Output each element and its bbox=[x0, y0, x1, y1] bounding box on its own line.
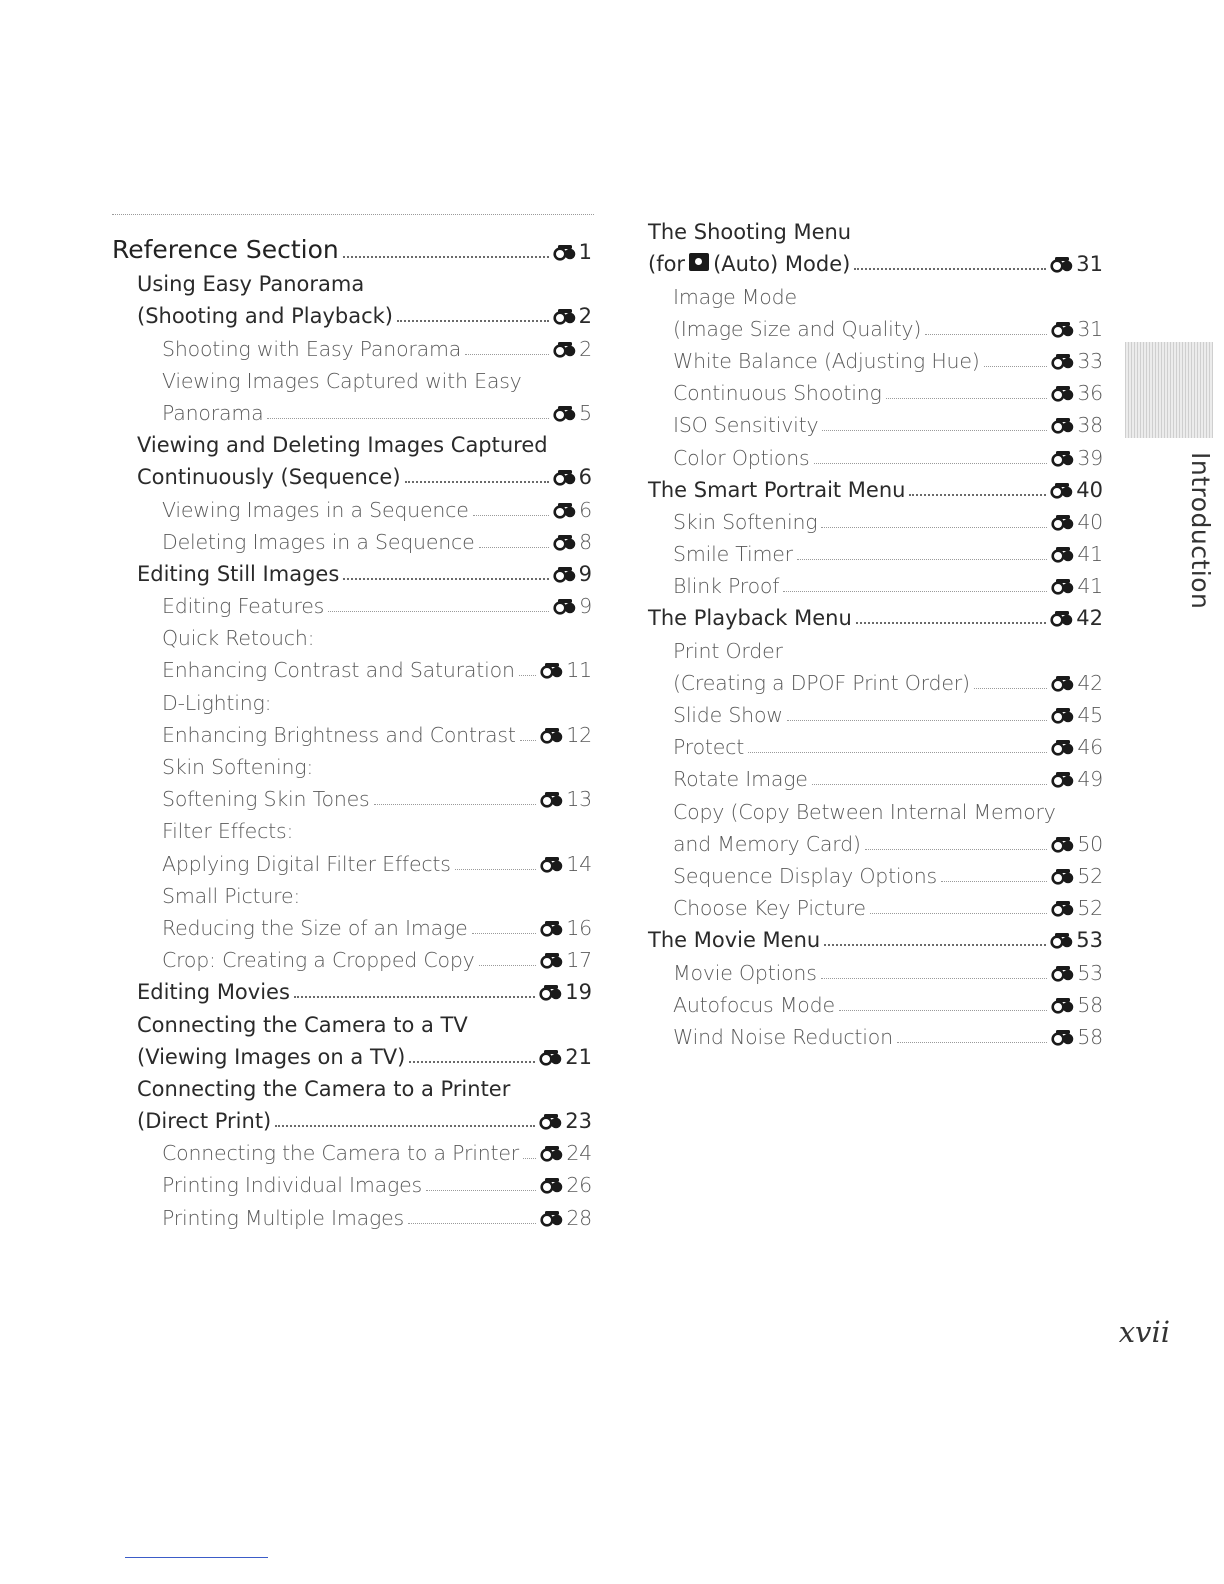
toc-entry[interactable] bbox=[648, 985, 1103, 1017]
page-reference[interactable] bbox=[1051, 317, 1103, 341]
page-reference[interactable] bbox=[1051, 961, 1103, 985]
toc-entry-label: Using Easy Panorama bbox=[137, 272, 365, 297]
page-reference[interactable] bbox=[1051, 413, 1103, 437]
toc-entry bbox=[648, 630, 1103, 662]
toc-entry-label: Reference Section bbox=[112, 235, 339, 264]
toc-entry-label: (Creating a DPOF Print Order) bbox=[673, 670, 970, 695]
toc-entry-label: Enhancing Contrast and Saturation bbox=[162, 658, 515, 683]
reference-section-icon bbox=[1051, 770, 1075, 788]
page-reference-number: 28 bbox=[566, 1205, 592, 1230]
leader-dots bbox=[748, 752, 1047, 753]
toc-entry[interactable] bbox=[648, 405, 1103, 437]
toc-entry[interactable] bbox=[112, 230, 592, 264]
page-reference[interactable] bbox=[540, 948, 592, 972]
toc-entry[interactable] bbox=[648, 341, 1103, 373]
page-reference[interactable] bbox=[1051, 349, 1103, 373]
toc-entry[interactable] bbox=[112, 296, 592, 328]
toc-right-column bbox=[648, 212, 1103, 1049]
toc-entry-label: Connecting the Camera to a Printer bbox=[162, 1141, 519, 1166]
page-reference[interactable] bbox=[1051, 1025, 1103, 1049]
page-reference[interactable] bbox=[553, 401, 592, 425]
page-reference-number: 53 bbox=[1077, 960, 1103, 985]
leader-dots bbox=[925, 334, 1047, 335]
leader-dots bbox=[479, 965, 537, 966]
toc-entry-label-text: (Auto) Mode) bbox=[713, 252, 851, 277]
page-reference-number: 12 bbox=[566, 722, 592, 747]
toc-entry-label: Panorama bbox=[162, 400, 264, 425]
toc-entry-label: Small Picture: bbox=[162, 883, 301, 908]
toc-entry-label bbox=[648, 252, 850, 276]
toc-entry-label: Smile Timer bbox=[673, 542, 793, 567]
leader-dots bbox=[520, 740, 537, 741]
reference-section-icon bbox=[1051, 416, 1075, 434]
toc-entry bbox=[112, 361, 592, 393]
toc-entry[interactable] bbox=[648, 695, 1103, 727]
page-reference[interactable] bbox=[540, 1206, 592, 1230]
toc-entry-label: Applying Digital Filter Effects bbox=[162, 851, 451, 876]
reference-section-icon bbox=[553, 340, 577, 358]
reference-section-icon bbox=[1050, 481, 1074, 499]
page-reference-number: 52 bbox=[1077, 863, 1103, 888]
page-reference-number: 52 bbox=[1077, 896, 1103, 921]
leader-dots bbox=[455, 869, 537, 870]
leader-dots bbox=[479, 547, 550, 548]
page-reference-number: 36 bbox=[1077, 381, 1103, 406]
toc-entry bbox=[648, 791, 1103, 823]
toc-entry-label: Color Options bbox=[673, 445, 810, 470]
leader-dots bbox=[886, 398, 1048, 399]
reference-section-icon bbox=[1051, 899, 1075, 917]
leader-dots bbox=[465, 354, 549, 355]
toc-entry[interactable] bbox=[112, 393, 592, 425]
toc-entry-label: Softening Skin Tones bbox=[162, 787, 370, 812]
page-reference[interactable] bbox=[1051, 993, 1103, 1017]
leader-dots bbox=[909, 494, 1046, 496]
toc-entry bbox=[112, 811, 592, 843]
page-reference-number: 6 bbox=[579, 497, 592, 522]
toc-entry[interactable] bbox=[112, 779, 592, 811]
page-reference[interactable] bbox=[1050, 252, 1103, 276]
toc-entry-label: The Smart Portrait Menu bbox=[648, 477, 906, 502]
toc-entry[interactable] bbox=[648, 244, 1103, 276]
toc-entry bbox=[648, 212, 1103, 244]
reference-section-icon bbox=[553, 307, 577, 325]
reference-section-icon bbox=[1051, 1028, 1075, 1046]
toc-entry-label: Editing Still Images bbox=[137, 561, 340, 586]
reference-section-icon bbox=[1051, 996, 1075, 1014]
leader-dots bbox=[797, 559, 1047, 560]
reference-section-icon bbox=[1051, 706, 1075, 724]
page-reference-number: 8 bbox=[579, 529, 592, 554]
page-reference-number: 58 bbox=[1077, 1024, 1103, 1049]
leader-dots bbox=[821, 978, 1048, 979]
page-reference-number: 39 bbox=[1077, 445, 1103, 470]
leader-dots bbox=[397, 320, 549, 322]
leader-dots bbox=[865, 849, 1048, 850]
toc-entry bbox=[112, 264, 592, 296]
page-reference[interactable] bbox=[540, 787, 592, 811]
page-reference-number: 23 bbox=[565, 1109, 592, 1134]
page-reference-number: 38 bbox=[1077, 413, 1103, 438]
page-reference[interactable] bbox=[1050, 478, 1103, 502]
reference-section-icon bbox=[539, 1112, 563, 1130]
toc-entry[interactable] bbox=[648, 598, 1103, 630]
toc-entry bbox=[112, 425, 592, 457]
page-reference-number: 40 bbox=[1077, 509, 1103, 534]
page-reference-number: 41 bbox=[1077, 542, 1103, 567]
toc-entry-label: D-Lighting: bbox=[162, 690, 272, 715]
reference-section-icon bbox=[540, 951, 564, 969]
toc-entry-label: Continuous Shooting bbox=[673, 381, 882, 406]
page-reference[interactable] bbox=[553, 304, 592, 328]
page-reference[interactable] bbox=[1051, 446, 1103, 470]
reference-section-icon bbox=[1051, 964, 1075, 982]
page-number: xvii bbox=[1118, 1315, 1170, 1349]
page-reference[interactable] bbox=[553, 562, 592, 586]
page-reference[interactable] bbox=[1051, 510, 1103, 534]
reference-section-icon bbox=[553, 468, 577, 486]
toc-entry[interactable] bbox=[112, 1133, 592, 1165]
page-reference[interactable] bbox=[539, 980, 592, 1004]
chapter-tab-label: Introduction bbox=[1186, 452, 1215, 610]
toc-entry-label: Viewing Images in a Sequence bbox=[162, 497, 469, 522]
page-reference-number: 6 bbox=[578, 465, 592, 490]
page-reference-number: 13 bbox=[566, 787, 592, 812]
page-reference[interactable] bbox=[553, 498, 592, 522]
page-reference[interactable] bbox=[553, 337, 592, 361]
page-reference[interactable] bbox=[539, 1109, 592, 1133]
page-reference-number: 19 bbox=[565, 980, 592, 1005]
page-reference-number: 16 bbox=[566, 915, 592, 940]
leader-dots bbox=[783, 591, 1047, 592]
page-reference[interactable] bbox=[540, 852, 592, 876]
auto-mode-camera-icon bbox=[689, 253, 709, 271]
toc-entry[interactable] bbox=[648, 309, 1103, 341]
toc-entry-label: White Balance (Adjusting Hue) bbox=[673, 348, 980, 373]
leader-dots bbox=[294, 996, 535, 998]
toc-entry bbox=[112, 1004, 592, 1036]
reference-section-icon bbox=[1051, 352, 1075, 370]
leader-dots bbox=[523, 1158, 536, 1159]
toc-entry[interactable] bbox=[112, 489, 592, 521]
toc-entry[interactable] bbox=[648, 470, 1103, 502]
toc-entry-label: Print Order bbox=[673, 638, 783, 663]
toc-entry[interactable] bbox=[648, 759, 1103, 791]
toc-entry-label: Image Mode bbox=[673, 284, 797, 309]
top-dotted-rule bbox=[112, 214, 594, 215]
toc-entry[interactable] bbox=[112, 908, 592, 940]
reference-section-icon bbox=[553, 597, 577, 615]
page-reference-number: 50 bbox=[1077, 831, 1103, 856]
page-reference-number: 45 bbox=[1077, 703, 1103, 727]
leader-dots bbox=[408, 1223, 536, 1224]
page-reference[interactable] bbox=[540, 916, 592, 940]
reference-section-icon bbox=[1051, 545, 1075, 563]
page-reference-number: 2 bbox=[579, 336, 592, 361]
reference-section-icon bbox=[1051, 738, 1075, 756]
toc-entry[interactable] bbox=[648, 952, 1103, 984]
reference-section-icon bbox=[540, 1209, 564, 1227]
leader-dots bbox=[343, 256, 549, 258]
toc-entry-label: Shooting with Easy Panorama bbox=[162, 336, 462, 361]
toc-entry[interactable] bbox=[648, 856, 1103, 888]
leader-dots bbox=[984, 366, 1048, 367]
reference-section-icon bbox=[539, 983, 563, 1001]
leader-dots bbox=[374, 804, 537, 805]
page-reference[interactable] bbox=[1051, 671, 1103, 695]
page-reference[interactable] bbox=[1051, 735, 1103, 759]
reference-section-icon bbox=[1051, 867, 1075, 885]
reference-section-icon bbox=[540, 1144, 564, 1162]
toc-entry[interactable] bbox=[648, 1017, 1103, 1049]
toc-entry[interactable] bbox=[112, 940, 592, 972]
page-reference-number: 42 bbox=[1076, 606, 1103, 631]
toc-entry[interactable] bbox=[648, 888, 1103, 920]
reference-section-icon bbox=[1051, 513, 1075, 531]
chapter-tab-marker bbox=[1125, 342, 1213, 438]
toc-entry[interactable] bbox=[112, 715, 592, 747]
toc-entry-label: (Shooting and Playback) bbox=[137, 304, 393, 329]
toc-entry-label: Printing Individual Images bbox=[162, 1173, 422, 1198]
toc-entry-label: Skin Softening bbox=[673, 509, 818, 534]
leader-dots bbox=[974, 688, 1048, 689]
toc-entry bbox=[112, 876, 592, 908]
toc-entry-label: Printing Multiple Images bbox=[162, 1205, 404, 1230]
reference-section-icon bbox=[1051, 320, 1075, 338]
page-reference-number: 40 bbox=[1076, 477, 1103, 502]
leader-dots bbox=[824, 944, 1046, 946]
toc-entry[interactable] bbox=[112, 457, 592, 489]
toc-entry-label: Viewing Images Captured with Easy bbox=[162, 368, 522, 393]
leader-dots bbox=[854, 268, 1046, 270]
page-reference-number: 26 bbox=[566, 1173, 592, 1198]
leader-dots bbox=[472, 933, 537, 934]
toc-entry-label: Editing Features bbox=[162, 594, 325, 619]
page-reference[interactable] bbox=[553, 240, 592, 264]
page-reference-number: 5 bbox=[579, 400, 592, 425]
leader-dots bbox=[343, 578, 548, 580]
page-reference-number: 24 bbox=[566, 1141, 592, 1166]
leader-dots bbox=[814, 463, 1048, 464]
page-reference[interactable] bbox=[1051, 381, 1103, 405]
toc-entry-label: Movie Options bbox=[673, 960, 817, 985]
reference-section-icon bbox=[1051, 449, 1075, 467]
toc-entry[interactable] bbox=[112, 522, 592, 554]
page-reference[interactable] bbox=[553, 465, 592, 489]
toc-entry[interactable] bbox=[112, 1197, 592, 1229]
page-reference-number: 49 bbox=[1077, 767, 1103, 792]
leader-dots bbox=[328, 611, 549, 612]
toc-entry[interactable] bbox=[112, 328, 592, 360]
page-reference[interactable] bbox=[540, 658, 592, 682]
toc-entry[interactable] bbox=[112, 650, 592, 682]
toc-entry-label: Sequence Display Options bbox=[673, 863, 938, 888]
page-reference[interactable] bbox=[1051, 832, 1103, 856]
leader-dots bbox=[822, 430, 1047, 431]
toc-entry[interactable] bbox=[112, 843, 592, 875]
toc-entry bbox=[112, 618, 592, 650]
leader-dots bbox=[409, 1061, 535, 1063]
leader-dots bbox=[405, 481, 549, 483]
toc-entry-label: Copy (Copy Between Internal Memory bbox=[673, 799, 1056, 824]
toc-entry[interactable] bbox=[112, 554, 592, 586]
page-reference[interactable] bbox=[540, 1173, 592, 1197]
toc-entry-label: and Memory Card) bbox=[673, 831, 861, 856]
toc-entry-label: Autofocus Mode bbox=[673, 992, 835, 1017]
toc-entry[interactable] bbox=[112, 972, 592, 1004]
toc-entry-label: Connecting the Camera to a TV bbox=[137, 1012, 468, 1037]
page-reference[interactable] bbox=[539, 1045, 592, 1069]
page-reference[interactable] bbox=[1051, 574, 1103, 598]
toc-entry-label: Skin Softening: bbox=[162, 755, 314, 779]
toc-entry-label: Enhancing Brightness and Contrast bbox=[162, 722, 516, 747]
toc-entry-label: Continuously (Sequence) bbox=[137, 465, 401, 490]
leader-dots bbox=[519, 675, 537, 676]
leader-dots bbox=[821, 527, 1047, 528]
reference-section-icon bbox=[540, 1176, 564, 1194]
toc-entry bbox=[112, 1069, 592, 1101]
toc-entry-label: Reducing the Size of an Image bbox=[162, 915, 468, 940]
page-reference[interactable] bbox=[1050, 928, 1103, 952]
leader-dots bbox=[897, 1042, 1047, 1043]
toc-entry[interactable] bbox=[648, 566, 1103, 598]
toc-entry[interactable] bbox=[648, 534, 1103, 566]
reference-section-icon bbox=[1051, 835, 1075, 853]
page-reference[interactable] bbox=[1051, 542, 1103, 566]
page-reference[interactable] bbox=[1051, 703, 1103, 727]
toc-entry-label: Rotate Image bbox=[673, 767, 808, 792]
page-reference-number: 9 bbox=[578, 561, 592, 586]
page-reference-number: 58 bbox=[1077, 992, 1103, 1017]
page-reference[interactable] bbox=[1050, 606, 1103, 630]
leader-dots bbox=[787, 720, 1047, 721]
toc-entry-label: Filter Effects: bbox=[162, 819, 294, 844]
leader-dots bbox=[267, 418, 549, 419]
reference-section-icon bbox=[1050, 931, 1074, 949]
toc-entry-label-prefix: (for bbox=[648, 252, 686, 277]
page-reference-number: 31 bbox=[1077, 316, 1103, 341]
leader-dots bbox=[812, 784, 1048, 785]
reference-section-icon bbox=[553, 404, 577, 422]
reference-section-icon bbox=[540, 790, 564, 808]
page-reference-number: 2 bbox=[578, 304, 592, 329]
toc-entry-label: Wind Noise Reduction bbox=[673, 1024, 893, 1049]
reference-section-icon bbox=[539, 1048, 563, 1066]
page-reference[interactable] bbox=[553, 530, 592, 554]
toc-entry-label: Slide Show bbox=[673, 703, 783, 727]
toc-entry-label: Viewing and Deleting Images Captured bbox=[137, 433, 548, 458]
reference-section-icon bbox=[553, 565, 577, 583]
reference-section-icon bbox=[540, 661, 564, 679]
page-reference-number: 9 bbox=[579, 594, 592, 619]
leader-dots bbox=[870, 913, 1048, 914]
toc-entry[interactable] bbox=[648, 502, 1103, 534]
reference-section-icon bbox=[1050, 609, 1074, 627]
toc-entry-label: Blink Proof bbox=[673, 574, 780, 599]
toc-entry[interactable] bbox=[648, 437, 1103, 469]
page-reference-number: 14 bbox=[566, 851, 592, 876]
toc-entry-label: Protect bbox=[673, 735, 745, 760]
toc-entry[interactable] bbox=[648, 373, 1103, 405]
toc-entry[interactable] bbox=[648, 663, 1103, 695]
toc-left-column bbox=[112, 230, 592, 1230]
leader-dots bbox=[275, 1125, 535, 1127]
leader-dots bbox=[473, 515, 550, 516]
leader-dots bbox=[426, 1190, 536, 1191]
toc-entry-label: Choose Key Picture bbox=[673, 896, 866, 921]
toc-entry bbox=[112, 682, 592, 714]
reference-section-icon bbox=[1051, 674, 1075, 692]
reference-section-icon bbox=[540, 855, 564, 873]
reference-section-icon bbox=[1051, 577, 1075, 595]
toc-entry-label: The Playback Menu bbox=[648, 606, 852, 631]
reference-section-icon bbox=[540, 726, 564, 744]
page-reference-number: 41 bbox=[1077, 574, 1103, 599]
reference-section-icon bbox=[1051, 384, 1075, 402]
toc-entry[interactable] bbox=[648, 920, 1103, 952]
toc-entry-label: The Movie Menu bbox=[648, 928, 821, 953]
page-reference[interactable] bbox=[1051, 896, 1103, 920]
page-reference[interactable] bbox=[1051, 767, 1103, 791]
toc-entry[interactable] bbox=[112, 1037, 592, 1069]
leader-dots bbox=[856, 622, 1047, 624]
page-reference-number: 1 bbox=[578, 240, 592, 264]
page-reference[interactable] bbox=[553, 594, 592, 618]
page-reference-number: 11 bbox=[566, 658, 592, 683]
toc-entry[interactable] bbox=[112, 586, 592, 618]
footnote-rule bbox=[125, 1557, 268, 1558]
toc-entry-label: Deleting Images in a Sequence bbox=[162, 529, 475, 554]
page-reference[interactable] bbox=[1051, 864, 1103, 888]
toc-entry-label: ISO Sensitivity bbox=[673, 413, 819, 438]
toc-entry-label: Crop: Creating a Cropped Copy bbox=[162, 948, 475, 973]
toc-entry bbox=[648, 276, 1103, 308]
page-reference-number: 42 bbox=[1077, 670, 1103, 695]
page-reference[interactable] bbox=[540, 723, 592, 747]
reference-section-icon bbox=[1050, 255, 1074, 273]
page-reference-number: 53 bbox=[1076, 928, 1103, 953]
toc-entry[interactable] bbox=[648, 727, 1103, 759]
toc-entry-label: (Viewing Images on a TV) bbox=[137, 1044, 406, 1069]
toc-entry-label: (Direct Print) bbox=[137, 1109, 272, 1134]
page-reference-number: 46 bbox=[1077, 735, 1103, 760]
reference-section-icon bbox=[540, 919, 564, 937]
toc-entry-label: Editing Movies bbox=[137, 980, 290, 1005]
toc-entry[interactable] bbox=[112, 1165, 592, 1197]
leader-dots bbox=[839, 1010, 1047, 1011]
page-reference-number: 17 bbox=[566, 948, 592, 973]
toc-entry-label: The Shooting Menu bbox=[648, 220, 852, 245]
page-reference[interactable] bbox=[540, 1141, 592, 1165]
toc-entry[interactable] bbox=[112, 1101, 592, 1133]
reference-section-icon bbox=[553, 243, 577, 261]
toc-entry-label: Connecting the Camera to a Printer bbox=[137, 1076, 511, 1101]
reference-section-icon bbox=[553, 533, 577, 551]
toc-entry bbox=[112, 747, 592, 779]
page-reference-number: 21 bbox=[565, 1044, 592, 1069]
page-reference-number: 31 bbox=[1076, 252, 1103, 277]
toc-entry-label: (Image Size and Quality) bbox=[673, 316, 922, 341]
toc-entry-label: Quick Retouch: bbox=[162, 626, 315, 651]
toc-entry[interactable] bbox=[648, 824, 1103, 856]
page-reference-number: 33 bbox=[1077, 348, 1103, 373]
reference-section-icon bbox=[553, 501, 577, 519]
leader-dots bbox=[941, 881, 1047, 882]
